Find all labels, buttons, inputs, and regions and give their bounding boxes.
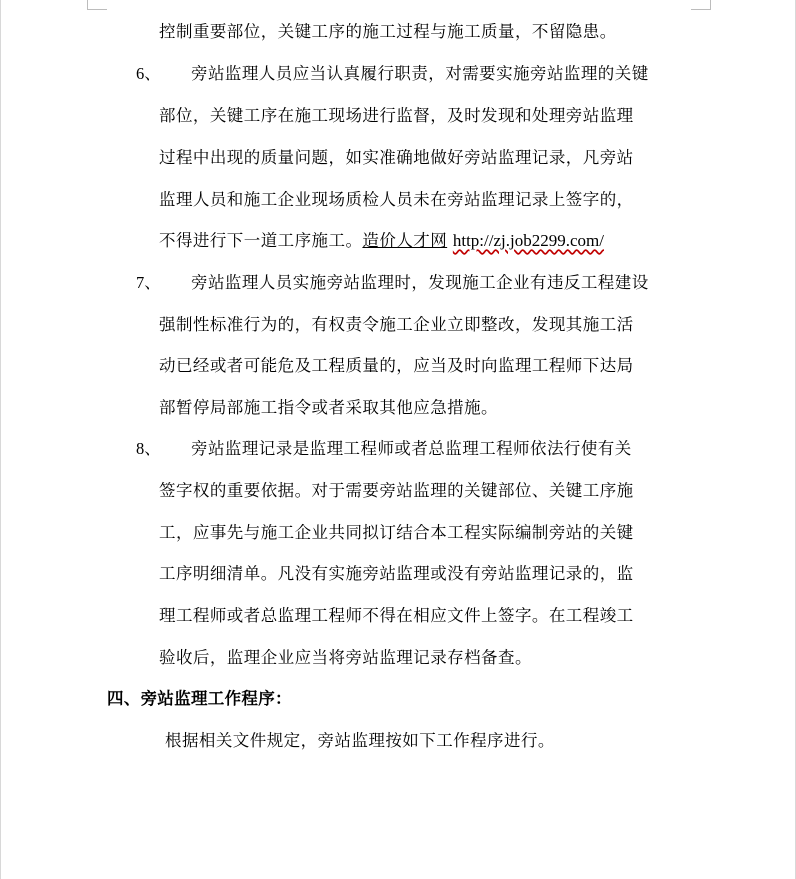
paragraph-line: 根据相关文件规定，旁站监理按如下工作程序进行。 xyxy=(165,731,555,750)
section-heading: 四、旁站监理工作程序： xyxy=(107,689,292,708)
site-url-link[interactable]: http://zj.job2299.com/ xyxy=(452,231,604,250)
list-number-7: 7、 xyxy=(136,273,161,292)
paragraph-line: 旁站监理记录是监理工程师或者总监理工程师依法行使有关 xyxy=(191,439,632,458)
paragraph-line: 强制性标准行为的，有权责令施工企业立即整改，发现其施工活 xyxy=(159,315,634,334)
paragraph-line: 监理人员和施工企业现场质检人员未在旁站监理记录上签字的， xyxy=(159,190,634,209)
crop-mark-right xyxy=(691,0,711,10)
paragraph-line: 旁站监理人员应当认真履行职责，对需要实施旁站监理的关键 xyxy=(191,64,649,83)
paragraph-text: 不得进行下一道工序施工。 xyxy=(159,231,363,250)
site-name-link[interactable]: 造价人才网 xyxy=(362,231,448,250)
paragraph-line-with-link xyxy=(159,231,604,251)
paragraph-line: 部暂停局部施工指令或者采取其他应急措施。 xyxy=(159,398,498,417)
paragraph-line: 旁站监理人员实施旁站监理时，发现施工企业有违反工程建设 xyxy=(191,273,649,292)
list-number-8: 8、 xyxy=(136,439,161,458)
paragraph-line: 动已经或者可能危及工程质量的，应当及时向监理工程师下达局 xyxy=(159,356,634,375)
paragraph-line: 过程中出现的质量问题，如实准确地做好旁站监理记录，凡旁站 xyxy=(159,148,634,167)
paragraph-line: 工，应事先与施工企业共同拟订结合本工程实际编制旁站的关键 xyxy=(159,523,634,542)
crop-mark-left xyxy=(87,0,107,10)
paragraph-line: 工序明细清单。凡没有实施旁站监理或没有旁站监理记录的，监 xyxy=(159,564,634,583)
paragraph-line: 验收后，监理企业应当将旁站监理记录存档备查。 xyxy=(159,648,532,667)
paragraph-line: 部位，关键工序在施工现场进行监督，及时发现和处理旁站监理 xyxy=(159,106,634,125)
list-number-6: 6、 xyxy=(136,64,161,83)
paragraph-line: 签字权的重要依据。对于需要旁站监理的关键部位、关键工序施 xyxy=(159,481,634,500)
paragraph-line: 控制重要部位，关键工序的施工过程与施工质量，不留隐患。 xyxy=(159,22,617,41)
paragraph-line: 理工程师或者总监理工程师不得在相应文件上签字。在工程竣工 xyxy=(159,606,634,625)
